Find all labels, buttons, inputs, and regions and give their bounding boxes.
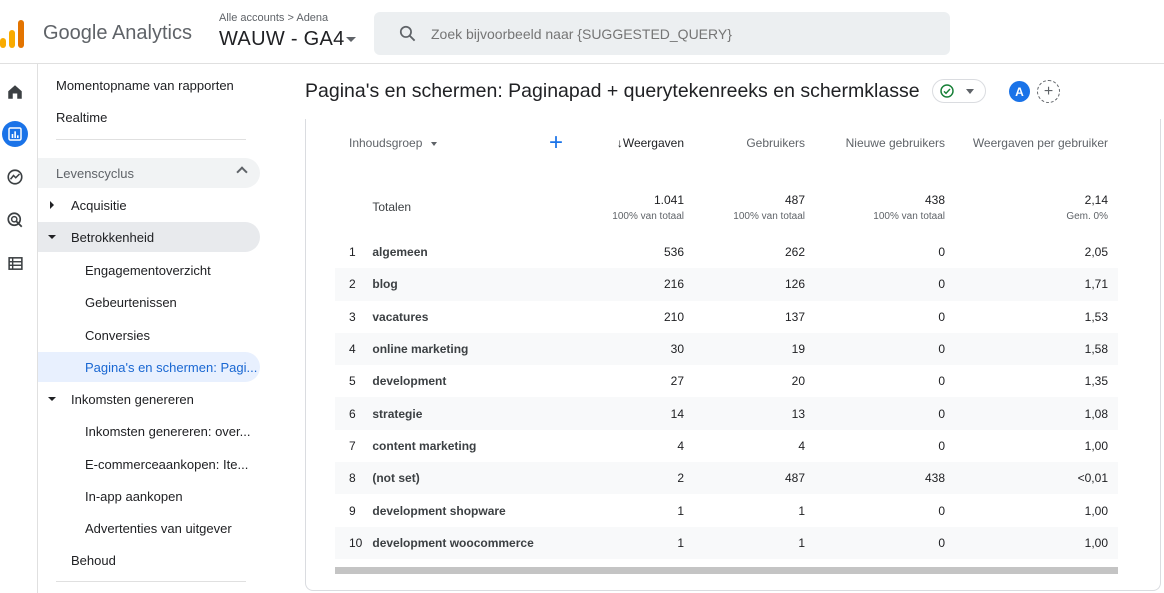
cell-new-users: 0 <box>938 503 945 518</box>
nav-item-monetization[interactable] <box>38 384 260 414</box>
cell-new-users: 438 <box>815 462 955 494</box>
left-rail <box>0 64 38 593</box>
cell-new-users: 0 <box>815 397 955 429</box>
table-header-row <box>335 126 1118 178</box>
cell-users: 487 <box>694 462 815 494</box>
nav-item-engagement[interactable] <box>38 222 260 252</box>
nav-item-inapp[interactable]: In-app aankopen <box>85 488 183 504</box>
row-index: 3 <box>349 309 356 324</box>
cell-views-per-user: 1,08 <box>955 397 1118 429</box>
cell-users: 13 <box>694 397 815 429</box>
cell-users: 20 <box>791 374 805 389</box>
cell-new-users: 0 <box>938 309 945 324</box>
report-main <box>304 64 1164 593</box>
search-bar[interactable] <box>374 12 950 55</box>
row-index: 4 <box>335 333 372 365</box>
row-label: development <box>372 374 447 389</box>
configure-icon[interactable] <box>2 250 28 276</box>
table-row[interactable] <box>335 301 1118 333</box>
table-body <box>335 178 1118 559</box>
nav-item-events[interactable]: Gebeurtenissen <box>85 294 177 310</box>
account-breadcrumb[interactable]: Alle accounts > Adena <box>219 12 329 24</box>
table-row[interactable] <box>335 494 1118 526</box>
cell-new-users: 0 <box>938 438 945 453</box>
row-index: 2 <box>335 268 372 300</box>
row-label: online marketing <box>372 333 573 365</box>
cell-views-per-user: 1,71 <box>955 268 1118 300</box>
cell-users: 1 <box>798 503 805 518</box>
table-row[interactable] <box>335 430 1118 462</box>
cell-views-per-user: 1,00 <box>955 527 1118 559</box>
nav-section-label: Levenscyclus <box>56 165 135 181</box>
cell-views-per-user: 1,35 <box>1084 374 1108 389</box>
nav-item-retention[interactable]: Behoud <box>71 552 116 568</box>
cell-users: 19 <box>694 333 815 365</box>
totals-sub: 100% van totaal <box>733 210 805 222</box>
row-label: content marketing <box>372 438 477 453</box>
add-comparison-icon[interactable]: + <box>1037 80 1060 103</box>
totals-cell <box>955 178 1118 236</box>
row-index: 9 <box>349 503 356 518</box>
totals-row <box>335 178 1118 236</box>
cell-views: 30 <box>573 333 694 365</box>
cell-views: 14 <box>573 397 694 429</box>
cell-new-users: 0 <box>938 374 945 389</box>
page-title: Pagina's en schermen: Paginapad + querytekenreeks en schermklasse <box>305 80 920 102</box>
row-index: 10 <box>335 527 372 559</box>
cell-views: 210 <box>663 309 684 324</box>
reports-navigation <box>38 64 304 593</box>
cell-users: 126 <box>694 268 815 300</box>
cell-views: 4 <box>677 438 684 453</box>
totals-cell <box>694 178 815 236</box>
horizontal-scrollbar[interactable] <box>335 567 1118 574</box>
dimension-header[interactable] <box>335 126 573 178</box>
totals-sub: 100% van totaal <box>873 210 945 222</box>
column-header-views-per-user[interactable]: Weergaven per gebruiker <box>972 136 1108 150</box>
cell-views-per-user: 1,00 <box>1084 438 1108 453</box>
row-label: blog <box>372 268 573 300</box>
app-name: Google Analytics <box>43 22 192 44</box>
cell-users: 1 <box>694 527 815 559</box>
add-dimension-icon[interactable]: + <box>548 129 563 156</box>
table-row[interactable] <box>335 462 1118 494</box>
nav-item-pages-screens[interactable]: Pagina's en schermen: Pagi... <box>38 352 260 382</box>
cell-users: 262 <box>784 245 805 260</box>
cell-users: 137 <box>784 309 805 324</box>
nav-item-label: Betrokkenheid <box>71 229 155 245</box>
row-index: 5 <box>349 374 356 389</box>
row-index: 7 <box>349 438 356 453</box>
top-bar <box>0 0 1164 64</box>
cell-new-users: 0 <box>938 245 945 260</box>
cell-views: 2 <box>573 462 694 494</box>
cell-views-per-user: 2,05 <box>1084 245 1108 260</box>
table-row[interactable] <box>335 365 1118 397</box>
totals-cell <box>573 178 694 236</box>
row-label: (not set) <box>372 462 573 494</box>
chevron-up-icon <box>236 166 247 177</box>
totals-index <box>335 178 372 236</box>
row-label: development woocommerce <box>372 527 573 559</box>
data-table <box>335 126 1118 559</box>
cell-views: 1 <box>677 503 684 518</box>
table-row[interactable] <box>335 236 1118 268</box>
chevron-down-icon <box>966 89 974 94</box>
comparison-avatar[interactable]: A <box>1009 81 1030 102</box>
nav-item-acquisition[interactable] <box>38 190 260 220</box>
cell-views: 536 <box>663 245 684 260</box>
totals-sub: Gem. 0% <box>1066 210 1108 222</box>
search-input[interactable] <box>431 26 931 42</box>
nav-item-conversions[interactable]: Conversies <box>85 327 151 343</box>
row-label: development shopware <box>372 503 506 518</box>
totals-value: 438 <box>924 192 945 207</box>
cell-new-users: 0 <box>815 527 955 559</box>
cell-users: 4 <box>798 438 805 453</box>
totals-value: 487 <box>784 192 805 207</box>
caret-down-icon <box>48 235 56 239</box>
cell-new-users: 0 <box>815 333 955 365</box>
data-table-card <box>305 119 1161 591</box>
column-header-new-users[interactable]: Nieuwe gebruikers <box>845 136 945 150</box>
cell-views: 1 <box>573 527 694 559</box>
cell-views: 216 <box>573 268 694 300</box>
cell-views-per-user: <0,01 <box>955 462 1118 494</box>
caret-down-icon <box>431 142 437 146</box>
nav-item-label: Inkomsten genereren <box>71 391 194 407</box>
report-status-pill[interactable] <box>932 79 986 103</box>
nav-divider <box>56 581 246 582</box>
advertising-icon[interactable] <box>2 207 28 233</box>
row-index: 6 <box>335 397 372 429</box>
row-label: strategie <box>372 397 573 429</box>
totals-sub: 100% van totaal <box>612 210 684 222</box>
caret-down-icon <box>48 397 56 401</box>
nav-item-publisher-ads[interactable]: Advertenties van uitgever <box>85 520 232 536</box>
check-circle-icon <box>939 83 955 99</box>
nav-item-engagement-overview[interactable]: Engagementoverzicht <box>85 262 211 278</box>
home-icon[interactable] <box>2 79 28 105</box>
cell-views: 27 <box>670 374 684 389</box>
cell-views-per-user: 1,53 <box>1084 309 1108 324</box>
nav-item-realtime[interactable]: Realtime <box>56 109 108 125</box>
explore-icon[interactable] <box>2 164 28 190</box>
dimension-header-label: Inhoudsgroep <box>349 136 423 150</box>
row-label: vacatures <box>372 309 429 324</box>
analytics-logo-icon[interactable] <box>0 18 30 48</box>
nav-item-label: Acquisitie <box>71 197 127 213</box>
row-label: algemeen <box>372 245 428 260</box>
property-selector[interactable]: WAUW - GA4 <box>219 28 345 50</box>
totals-cell <box>815 178 955 236</box>
cell-new-users: 0 <box>815 268 955 300</box>
table-row[interactable] <box>335 527 1118 559</box>
totals-value: 1.041 <box>653 192 684 207</box>
cell-views-per-user: 1,00 <box>1084 503 1108 518</box>
search-icon <box>398 24 417 43</box>
caret-right-icon <box>50 201 54 209</box>
table-row[interactable] <box>335 333 1118 365</box>
row-index: 1 <box>349 245 356 260</box>
row-index: 8 <box>335 462 372 494</box>
table-row[interactable] <box>335 268 1118 300</box>
table-row[interactable] <box>335 397 1118 429</box>
column-header-users[interactable]: Gebruikers <box>746 136 805 150</box>
cell-views-per-user: 1,58 <box>955 333 1118 365</box>
nav-divider <box>56 139 246 140</box>
column-header-views[interactable]: ↓Weergaven <box>616 136 684 150</box>
reports-icon[interactable] <box>2 121 28 147</box>
totals-label: Totalen <box>372 200 412 214</box>
nav-item-ecommerce[interactable]: E-commerceaankopen: Ite... <box>85 456 249 472</box>
chevron-down-icon[interactable] <box>346 37 356 42</box>
nav-item-snapshot[interactable]: Momentopname van rapporten <box>56 77 234 93</box>
totals-value: 2,14 <box>1084 192 1108 207</box>
nav-section-lifecycle[interactable] <box>38 158 260 188</box>
nav-item-monetization-overview[interactable]: Inkomsten genereren: over... <box>85 423 251 439</box>
